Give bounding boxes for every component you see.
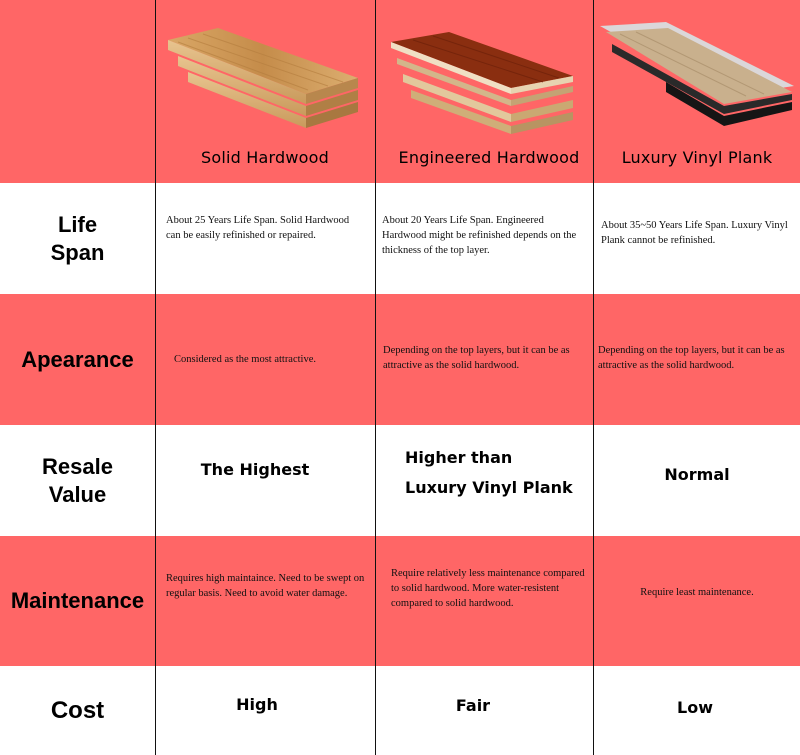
engineered-hardwood-image bbox=[383, 28, 578, 136]
column-divider-1 bbox=[155, 0, 156, 755]
cell-resale-engineered: Higher than Luxury Vinyl Plank bbox=[405, 448, 573, 497]
cell-maintenance-engineered: Require relatively less maintenance compared to solid hardwood. More water-resistent compared to solid hardwood. bbox=[391, 568, 585, 609]
cell-cost-solid: High bbox=[236, 695, 278, 714]
solid-hardwood-image bbox=[158, 20, 363, 138]
column-header-luxury-vinyl-plank: Luxury Vinyl Plank bbox=[621, 148, 773, 167]
cell-appearance-engineered: Depending on the top layers, but it can be as attractive as the solid hardwood. bbox=[383, 345, 570, 371]
cell-resale-solid: The Highest bbox=[200, 460, 310, 479]
cell-maintenance-vinyl: Require least maintenance. bbox=[640, 587, 754, 598]
row-label-maintenance-text: Maintenance bbox=[10, 588, 145, 614]
row-label-resale-line1: Resale bbox=[42, 454, 113, 479]
cell-maintenance-solid: Requires high maintaince. Need to be swept on regular basis. Need to avoid water damage. bbox=[166, 573, 365, 599]
row-label-resale-line2: Value bbox=[48, 481, 107, 507]
column-divider-2 bbox=[375, 0, 376, 755]
column-header-solid-hardwood: Solid Hardwood bbox=[201, 148, 329, 167]
column-divider-3 bbox=[593, 0, 594, 755]
row-label-maintenance bbox=[0, 536, 155, 666]
cell-cost-vinyl: Low bbox=[677, 698, 713, 717]
cell-life-span-engineered: About 20 Years Life Span. Engineered Hardwood might be refinished depends on the thickness of the top layer. bbox=[382, 215, 577, 256]
row-label-cost bbox=[0, 666, 155, 755]
cell-appearance-vinyl: Depending on the top layers, but it can be as attractive as the solid hardwood. bbox=[598, 345, 785, 371]
cell-appearance-solid: Considered as the most attractive. bbox=[174, 354, 317, 365]
row-label-life-span-line1: Life bbox=[57, 212, 98, 237]
row-label-resale-value bbox=[0, 425, 155, 536]
cell-cost-engineered: Fair bbox=[455, 696, 491, 715]
luxury-vinyl-plank-image bbox=[596, 22, 796, 134]
cell-life-span-solid: About 25 Years Life Span. Solid Hardwood can be easily refinished or repaired. bbox=[166, 215, 350, 241]
row-label-cost-text: Cost bbox=[50, 696, 105, 724]
row-label-appearance bbox=[0, 294, 155, 425]
row-label-appearance-text: Apearance bbox=[21, 346, 134, 372]
row-label-life-span bbox=[0, 183, 155, 294]
cell-resale-vinyl: Normal bbox=[664, 465, 730, 484]
row-label-life-span-line2: Span bbox=[50, 239, 105, 265]
cell-life-span-vinyl: About 35~50 Years Life Span. Luxury Vinyl Plank cannot be refinished. bbox=[601, 220, 788, 246]
column-header-engineered-hardwood: Engineered Hardwood bbox=[398, 148, 580, 167]
